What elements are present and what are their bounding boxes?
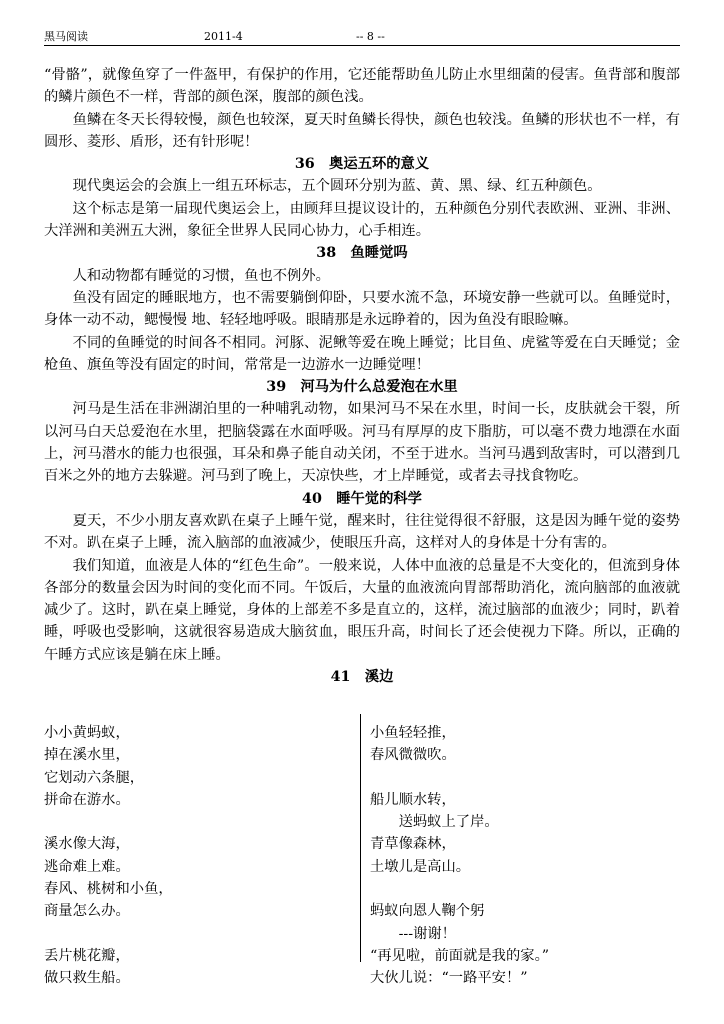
article-body xyxy=(44,64,680,688)
section-title: 38 鱼睡觉吗 xyxy=(316,245,408,262)
poem-left-column xyxy=(44,722,344,990)
paragraph: 夏天，不少小朋友喜欢趴在桌子上睡午觉，醒来时，往往觉得很不舒服，这是因为睡午觉的姿势不对。趴在桌子上睡，流入脑部的血液减少，使眼压升高，这样对人的身体是十分有害的。 xyxy=(44,512,680,552)
paragraph: “骨骼”，就像鱼穿了一件盔甲，有保护的作用，它还能帮助鱼儿防止水里细菌的侵害。鱼背部和腹部的鳞片颜色不一样，背部的颜色深，腹部的颜色浅。 xyxy=(44,67,680,106)
section-title: 41 溪边 xyxy=(330,669,394,686)
journal-name: 黑马阅读 xyxy=(44,30,88,43)
section-title: 36 奥运五环的意义 xyxy=(294,156,430,173)
poem-blank-line xyxy=(44,923,344,945)
poem-line: 商量怎么办。 xyxy=(44,903,130,920)
section-title: 39 河马为什么总爱泡在水里 xyxy=(266,379,458,396)
poem-right-column xyxy=(370,722,680,990)
poem-line: 大伙儿说：“一路平安！” xyxy=(370,970,528,987)
poem-line: 船儿顺水转， xyxy=(370,791,456,808)
poem-line: 拼命在游水。 xyxy=(44,791,130,808)
paragraph: 河马是生活在非洲湖泊里的一种哺乳动物，如果河马不呆在水里，时间一长，皮肤就会干裂，所以河马白天总爱泡在水里，把脑袋露在水面呼吸。河马有厚厚的皮下脂肪，可以毫不费力地漂在水面上，河马潜水的能力也很强，耳朵和鼻子能自动关闭，不至于进水。当河马遇到敌害时，可以潜到几百米之外的地方去躲避。河马到了晚上，天凉快些，才上岸睡觉，或者去寻找食物吃。 xyxy=(44,401,680,485)
page-header xyxy=(44,28,680,46)
paragraph: 鱼没有固定的睡眠地方，也不需要躺倒仰卧，只要水流不急，环境安静一些就可以。鱼睡觉时，身体一动不动，鳃慢慢 地、轻轻地呼吸。眼睛那是永远睁着的，因为鱼没有眼睑嘛。 xyxy=(44,289,680,329)
column-divider xyxy=(360,714,361,962)
poem-line: 春风、桃树和小鱼， xyxy=(44,881,173,898)
poem-line: “再见啦，前面就是我的家。” xyxy=(370,947,550,964)
poem-blank-line xyxy=(44,811,344,833)
paragraph: 我们知道，血液是人体的“红色生命”。一般来说，人体中血液的总量是不大变化的，但流到身体各部分的数量会因为时间的变化而不同。午饭后，大量的血液流向胃部帮助消化，流向脑部的血液就减少了。这时，趴在桌上睡觉，身体的上部差不多是直立的，这样，流过脑部的血液少；同时，趴着睡，呼吸也受影响，这就很容易造成大脑贫血，眼压升高，时间长了还会使视力下降。所以，正确的午睡方式应该是躺在床上睡。 xyxy=(44,557,680,663)
poem-line: 它划动六条腿， xyxy=(44,769,145,786)
poem-blank-line xyxy=(370,767,680,789)
page-number: -- 8 -- xyxy=(356,30,385,43)
poem-blank-line xyxy=(370,878,680,900)
poem-line: 掉在溪水里， xyxy=(44,747,130,764)
poem-line: 土墩儿是高山。 xyxy=(370,858,471,875)
poem-line: ---谢谢！ xyxy=(398,925,456,942)
poem-line: 送蚂蚁上了岸。 xyxy=(398,814,499,831)
header-rule xyxy=(44,45,680,46)
poem-line: 溪水像大海， xyxy=(44,836,130,853)
poem-line: 小小黄蚂蚁， xyxy=(44,725,130,741)
paragraph: 不同的鱼睡觉的时间各不相同。河豚、泥鳅等爱在晚上睡觉；比目鱼、虎鲨等爱在白天睡觉；金枪鱼、旗鱼等没有固定的时间，常常是一边游水一边睡觉哩！ xyxy=(44,334,680,373)
poem-line: 做只救生船。 xyxy=(44,970,130,987)
poem xyxy=(44,714,680,987)
paragraph: 人和动物都有睡觉的习惯，鱼也不例外。 xyxy=(72,267,330,284)
paragraph: 这个标志是第一届现代奥运会上，由顾拜旦提议设计的，五种颜色分别代表欧洲、亚洲、非洲、大洋洲和美洲五大洲，象征全世界人民同心协力，心手相连。 xyxy=(44,200,680,240)
issue-date: 2011-4 xyxy=(204,30,243,43)
poem-line: 丢片桃花瓣， xyxy=(44,947,130,964)
paragraph: 现代奥运会的会旗上一组五环标志，五个圆环分别为蓝、黄、黑、绿、红五种颜色。 xyxy=(72,178,602,195)
section-title: 40 睡午觉的科学 xyxy=(302,490,422,507)
poem-line: 小鱼轻轻推， xyxy=(370,725,456,741)
poem-line: 青草像森林， xyxy=(370,836,456,853)
poem-line: 蚂蚁向恩人鞠个躬 xyxy=(370,903,485,920)
poem-line: 逃命难上难。 xyxy=(44,858,130,875)
poem-line: 春风微微吹。 xyxy=(370,747,456,764)
paragraph: 鱼鳞在冬天长得较慢，颜色也较深，夏天时鱼鳞长得快，颜色也较浅。鱼鳞的形状也不一样，有圆形、菱形、盾形，还有针形呢！ xyxy=(44,111,680,150)
